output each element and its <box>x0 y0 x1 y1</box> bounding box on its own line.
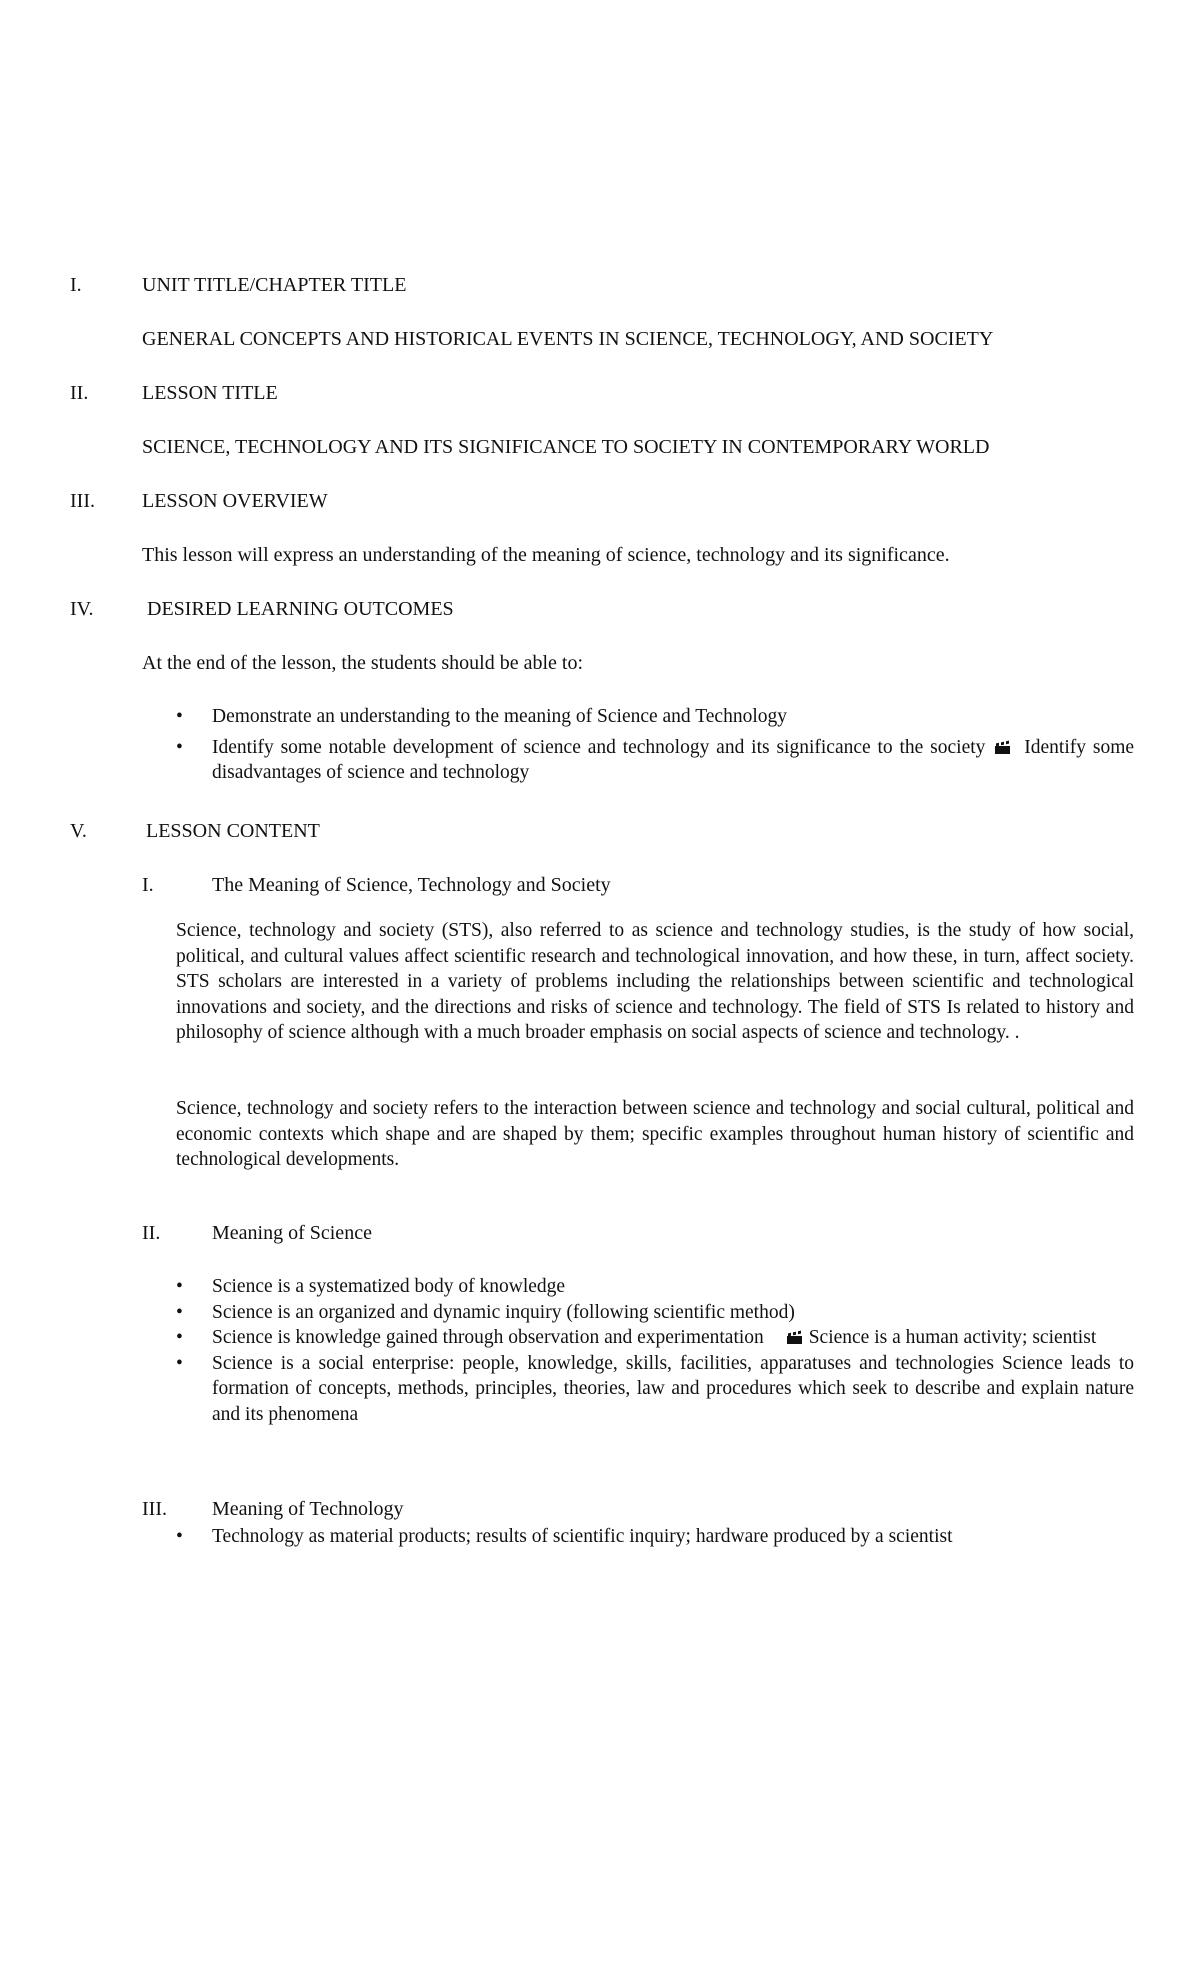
subsection-title: Meaning of Technology <box>212 1498 404 1520</box>
outcomes-list <box>176 704 1134 786</box>
section-heading: DESIRED LEARNING OUTCOMES <box>147 598 454 620</box>
list-item-text: Identify some disadvantages of science and technology <box>212 736 1135 784</box>
section-heading: LESSON CONTENT <box>146 820 320 842</box>
subsection-number: III. <box>142 1498 167 1520</box>
list-item-text: Science is a social enterprise: people, knowledge, skills, facilities, apparatuses and technologies Science leads to formation of concepts, methods, principles, theories, law and procedures which seek to describe and explain nature and its phenomena <box>212 1352 1134 1425</box>
section-number: I. <box>70 274 82 296</box>
section-body: SCIENCE, TECHNOLOGY AND ITS SIGNIFICANCE TO SOCIETY IN CONTEMPORARY WORLD <box>142 436 990 458</box>
list-item-text: Science is knowledge gained through observation and experimentation <box>212 1327 764 1349</box>
list-item <box>176 1351 1134 1428</box>
science-list <box>176 1274 1134 1428</box>
list-item-text: Science is an organized and dynamic inquiry (following scientific method) <box>212 1301 795 1323</box>
list-item <box>176 1325 1134 1351</box>
subsection-title: Meaning of Science <box>212 1222 372 1244</box>
bullet-glyph: • <box>176 1301 183 1323</box>
section-heading: LESSON TITLE <box>142 382 278 404</box>
list-item <box>176 1274 1134 1300</box>
section-body: This lesson will express an understanding of the meaning of science, technology and its significance. <box>142 544 950 566</box>
list-item <box>176 735 1134 786</box>
subsection-number: I. <box>142 874 154 896</box>
clapperboard-icon <box>995 742 1011 754</box>
section-number: II. <box>70 382 89 404</box>
section-number: IV. <box>70 598 94 620</box>
clapperboard-icon <box>787 1332 803 1344</box>
list-item-text: Science is a systematized body of knowledge <box>212 1276 566 1297</box>
list-item <box>176 1524 1134 1550</box>
section-number: V. <box>70 820 87 842</box>
list-item-text: Demonstrate an understanding to the meaning of Science and Technology <box>212 706 787 727</box>
list-item <box>176 1300 1134 1326</box>
subsection-number: II. <box>142 1222 161 1244</box>
bullet-glyph: • <box>176 1352 183 1374</box>
bullet-glyph: • <box>176 706 183 727</box>
bullet-glyph: • <box>176 1526 183 1547</box>
bullet-glyph: • <box>176 736 183 758</box>
section-body: At the end of the lesson, the students should be able to: <box>142 652 584 674</box>
list-item-text: Science is a human activity; scientist <box>808 1327 1097 1349</box>
list-item-text: Technology as material products; results of scientific inquiry; hardware produced by a scientist <box>212 1526 953 1547</box>
list-item <box>176 704 1134 730</box>
technology-list <box>176 1524 1134 1550</box>
paragraph: Science, technology and society refers to the interaction between science and technology and social cultural, political and economic contexts which shape and are shaped by them; specific examples throughout human history of scientific and technological developments. <box>176 1098 1134 1171</box>
paragraph: Science, technology and society (STS), also referred to as science and technology studies, is the study of how social, political, and cultural values affect scientific research and technological innovation, and how these, in turn, affect society. STS scholars are interested in a variety of problems including the relationships between scientific and technological innovations and society, and the directions and risks of science and technology. The field of STS Is related to history and philosophy of science although with a much broader emphasis on social aspects of science and technology. . <box>176 920 1134 1044</box>
list-item-text: Identify some notable development of science and technology and its significance to the society <box>212 736 986 758</box>
section-number: III. <box>70 490 95 512</box>
bullet-glyph: • <box>176 1327 183 1349</box>
bullet-glyph: • <box>176 1276 183 1297</box>
section-heading: UNIT TITLE/CHAPTER TITLE <box>142 274 407 296</box>
subsection-title: The Meaning of Science, Technology and Society <box>212 874 611 896</box>
section-body: GENERAL CONCEPTS AND HISTORICAL EVENTS IN SCIENCE, TECHNOLOGY, AND SOCIETY <box>142 328 994 350</box>
section-heading: LESSON OVERVIEW <box>142 490 328 512</box>
